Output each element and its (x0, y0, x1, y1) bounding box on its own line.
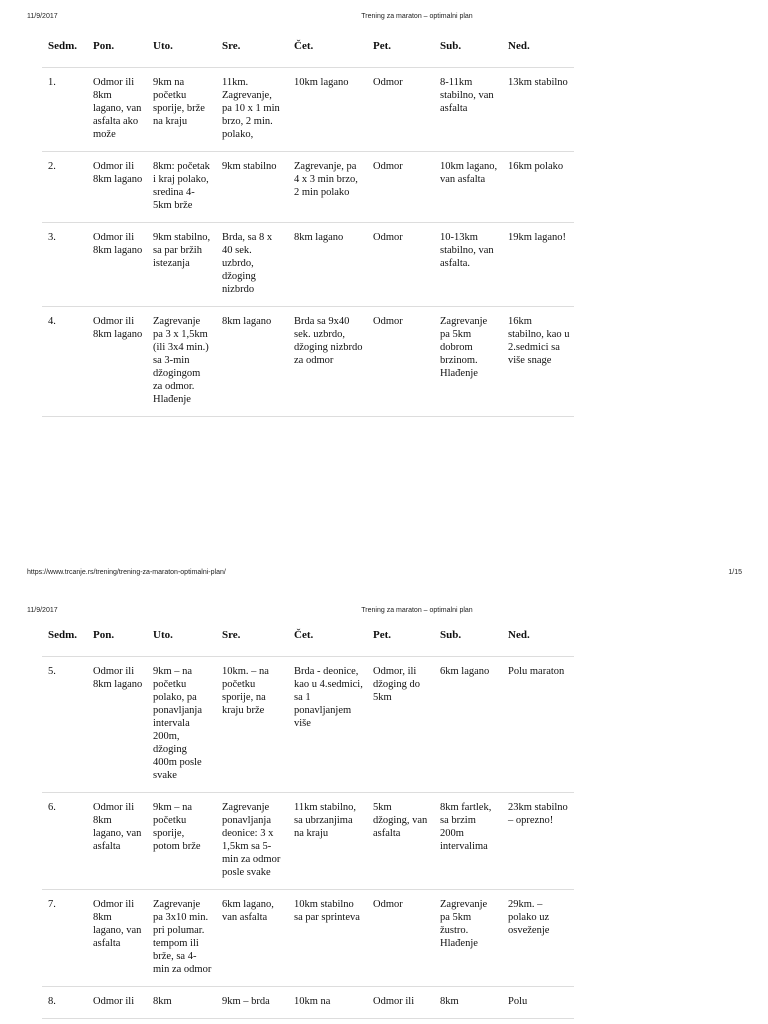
week-number-cell: 3. (42, 223, 87, 307)
table-cell: Odmor (367, 152, 434, 223)
week-number-cell: 8. (42, 987, 87, 1019)
table-cell: 8km: početak i kraj polako, sredina 4-5km brže (147, 152, 216, 223)
column-header: Sre. (216, 629, 288, 657)
week-number-cell: 2. (42, 152, 87, 223)
table-cell: Odmor (367, 307, 434, 417)
table-cell: Zagrevanje pa 5km dobrom brzinom. Hlađenje (434, 307, 502, 417)
table-cell: Odmor ili 8km lagano, van asfalta ako može (87, 68, 147, 152)
page-1-footer (0, 569, 768, 581)
table-cell: 9km stabilno, sa par bržih istezanja (147, 223, 216, 307)
header-title: Trening za maraton – optimalni plan (361, 13, 473, 20)
table-cell: 6km lagano, van asfalta (216, 890, 288, 987)
column-header: Čet. (288, 629, 367, 657)
column-header: Pet. (367, 40, 434, 68)
week-number-cell: 6. (42, 793, 87, 890)
table-cell: Brda - deonice, kao u 4.sedmici, sa 1 ponavljanjem više (288, 657, 367, 793)
footer-url-link[interactable]: https://www.trcanje.rs/trening/trening-za-maraton-optimalni-plan/ (27, 569, 226, 576)
table-cell: Zagrevanje ponavljanja deonice: 3 x 1,5km sa 5-min za odmor posle svake (216, 793, 288, 890)
table-cell: Zagrevanje pa 3 x 1,5km (ili 3x4 min.) sa 3-min džogingom za odmor. Hlađenje (147, 307, 216, 417)
table-row (42, 223, 574, 307)
table-cell: 29km. – polako uz osveženje (502, 890, 574, 987)
table-cell: 10km. – na početku sporije, na kraju brže (216, 657, 288, 793)
table-cell: Odmor, ili džoging do 5km (367, 657, 434, 793)
table-cell: 8km fartlek, sa brzim 200m intervalima (434, 793, 502, 890)
table-cell: Odmor (367, 890, 434, 987)
week-number-cell: 1. (42, 68, 87, 152)
page-1-header (0, 13, 768, 27)
table-cell: 16km stabilno, kao u 2.sedmici sa više snage (502, 307, 574, 417)
table-cell: 9km na početku sporije, brže na kraju (147, 68, 216, 152)
column-header: Ned. (502, 40, 574, 68)
week-number-cell: 7. (42, 890, 87, 987)
footer-page-number: 1/15 (728, 569, 742, 576)
column-header: Pon. (87, 629, 147, 657)
week-number-cell: 5. (42, 657, 87, 793)
table-cell: 13km stabilno (502, 68, 574, 152)
training-table-page-1 (42, 40, 574, 417)
table-cell: 8km (147, 987, 216, 1019)
table-cell: 9km – brda (216, 987, 288, 1019)
column-header: Pon. (87, 40, 147, 68)
table-row (42, 987, 574, 1019)
table-cell: 10km lagano (288, 68, 367, 152)
table-cell: 23km stabilno – oprezno! (502, 793, 574, 890)
table-cell: Odmor ili (367, 987, 434, 1019)
table-cell: Odmor (367, 223, 434, 307)
table-cell: 9km – na početku sporije, potom brže (147, 793, 216, 890)
table-cell: Odmor ili 8km lagano (87, 657, 147, 793)
column-header: Sub. (434, 40, 502, 68)
table-cell: 16km polako (502, 152, 574, 223)
table-cell: Odmor ili 8km lagano (87, 152, 147, 223)
table-row (42, 152, 574, 223)
column-header: Uto. (147, 629, 216, 657)
table-cell: Odmor ili 8km lagano, van asfalta (87, 890, 147, 987)
table-cell: 10km na (288, 987, 367, 1019)
table-cell: 8km lagano (216, 307, 288, 417)
table-cell: Odmor ili 8km lagano (87, 223, 147, 307)
table-cell: Odmor (367, 68, 434, 152)
column-header: Pet. (367, 629, 434, 657)
column-header: Čet. (288, 40, 367, 68)
table-row (42, 657, 574, 793)
table-cell: 5km džoging, van asfalta (367, 793, 434, 890)
training-table-page-2 (42, 629, 574, 1019)
column-header: Sedm. (42, 40, 87, 68)
table-cell: 10km lagano, van asfalta (434, 152, 502, 223)
header-date: 11/9/2017 (27, 607, 58, 614)
header-date: 11/9/2017 (27, 13, 58, 20)
table-cell: Polu (502, 987, 574, 1019)
column-header: Sedm. (42, 629, 87, 657)
column-header: Ned. (502, 629, 574, 657)
table-row (42, 307, 574, 417)
table-cell: 10-13km stabilno, van asfalta. (434, 223, 502, 307)
table-cell: Zagrevanje, pa 4 x 3 min brzo, 2 min polako (288, 152, 367, 223)
table-cell: 9km – na početku polako, pa ponavljanja intervala 200m, džoging 400m posle svake (147, 657, 216, 793)
table-cell: 8km lagano (288, 223, 367, 307)
table-cell: 6km lagano (434, 657, 502, 793)
table-cell: Odmor ili 8km lagano (87, 307, 147, 417)
column-header: Sre. (216, 40, 288, 68)
table-cell: Odmor ili (87, 987, 147, 1019)
table-cell: Brda sa 9x40 sek. uzbrdo, džoging nizbrdo za odmor (288, 307, 367, 417)
table-cell: Zagrevanje pa 5km žustro. Hlađenje (434, 890, 502, 987)
table-row (42, 890, 574, 987)
table-header-row (42, 40, 574, 68)
table-cell: Polu maraton (502, 657, 574, 793)
header-title: Trening za maraton – optimalni plan (361, 607, 473, 614)
table-cell: 11km stabilno, sa ubrzanjima na kraju (288, 793, 367, 890)
table-cell: 9km stabilno (216, 152, 288, 223)
table-cell: Zagrevanje pa 3x10 min. pri polumar. tempom ili brže, sa 4-min za odmor (147, 890, 216, 987)
table-row (42, 793, 574, 890)
table-cell: 11km. Zagrevanje, pa 10 x 1 min brzo, 2 min. polako, (216, 68, 288, 152)
table-cell: 8-11km stabilno, van asfalta (434, 68, 502, 152)
table-row (42, 68, 574, 152)
table-cell: 19km lagano! (502, 223, 574, 307)
week-number-cell: 4. (42, 307, 87, 417)
page-2-header (0, 607, 768, 621)
table-cell: 10km stabilno sa par sprinteva (288, 890, 367, 987)
table-header-row (42, 629, 574, 657)
table-cell: 8km (434, 987, 502, 1019)
table-cell: Brda, sa 8 x 40 sek. uzbrdo, džoging nizbrdo (216, 223, 288, 307)
column-header: Sub. (434, 629, 502, 657)
table-cell: Odmor ili 8km lagano, van asfalta (87, 793, 147, 890)
column-header: Uto. (147, 40, 216, 68)
